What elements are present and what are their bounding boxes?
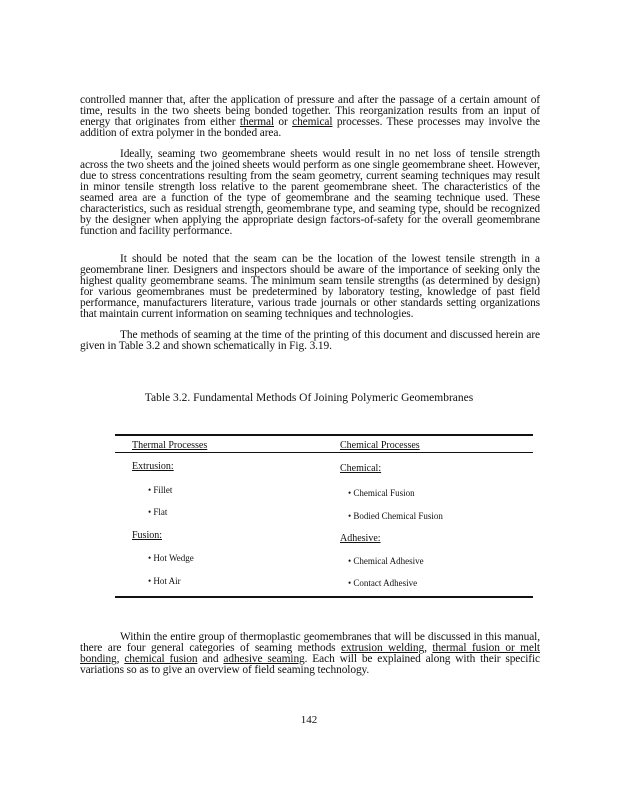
category-fusion: Fusion: — [132, 530, 163, 541]
table-header-rule — [115, 452, 533, 453]
text: controlled manner that, after the application of pressure and after the passage of a certain amount of time, results in the two sheets being bonded together. This reorganization results from an input of energy that originates from either — [80, 94, 540, 128]
category-adhesive: Adhesive: — [340, 533, 381, 544]
underlined-term: chemical fusion — [124, 653, 198, 665]
paragraph-5 — [80, 632, 540, 676]
underlined-term: chemical — [292, 116, 333, 128]
item-hot-wedge: • Hot Wedge — [148, 553, 194, 563]
item-fillet: • Fillet — [148, 485, 173, 495]
text: , — [424, 642, 433, 654]
item-chemical-adhesive: • Chemical Adhesive — [348, 556, 424, 566]
item-contact-adhesive: • Contact Adhesive — [348, 578, 418, 588]
table-title: Table 3.2. Fundamental Methods Of Joining Polymeric Geomembranes — [144, 392, 474, 404]
text: processes. These processes may involve the addition of extra polymer in the bonded area. — [80, 116, 540, 139]
header-chemical: Chemical Processes — [340, 440, 420, 451]
category-chemical: Chemical: — [340, 463, 382, 474]
category-extrusion: Extrusion: — [132, 461, 174, 472]
paragraph-2: Ideally, seaming two geomembrane sheets would result in no net loss of tensile strength across the two sheets and the joined sheets would perform as one single geomembrane sheet. However, due to stress concentrations resulting from the seam geometry, current seaming techniques may result in minor tensile strength loss relative to the parent geomembrane sheet. The characteristics of the seamed area are a function of the type of geomembrane and the seaming technique used. These characteristics, such as residual strength, geomembrane type, and seaming type, should be recognized by the designer when applying the appropriate design factors-of-safety for the overall geomembrane function and facility performance. — [80, 148, 541, 237]
item-hot-air: • Hot Air — [148, 576, 181, 586]
underlined-term: thermal — [239, 116, 274, 128]
table-bottom-rule — [115, 596, 533, 598]
text: , — [116, 653, 125, 665]
item-chemical-fusion: • Chemical Fusion — [348, 488, 415, 498]
underlined-term: extrusion welding — [341, 642, 425, 654]
text: Within the entire group of thermoplastic geomembranes that will be discussed in this manual, there are four general categories of seaming methods — [80, 631, 540, 654]
item-bodied-chemical-fusion: • Bodied Chemical Fusion — [348, 511, 443, 521]
paragraph-3: It should be noted that the seam can be the location of the lowest tensile strength in a geomembrane liner. Designers and inspectors should be aware of the importance of seeking only the highest quality geomembrane seams. The minimum seam tensile strengths (as determined by design) for various geomembranes must be predetermined by laboratory testing, knowledge of past field performance, manufacturers literature, various trade journals or other standards setting organizations that maintain current information on seaming techniques and technologies. — [80, 253, 540, 320]
page-number: 142 — [300, 714, 318, 726]
underlined-term: thermal fusion or melt bonding — [80, 642, 541, 665]
paragraph-4: The methods of seaming at the time of the printing of this document and discussed herein are given in Table 3.2 and shown schematically in Fig. 3.19. — [80, 329, 540, 352]
header-thermal: Thermal Processes — [132, 440, 208, 451]
text: and — [197, 653, 224, 665]
text: . Each will be explained along with their specific variations so as to give an overview of field seaming technology. — [80, 653, 540, 676]
paragraph-1 — [80, 95, 540, 139]
table-top-rule — [115, 434, 533, 436]
underlined-term: adhesive seaming — [223, 653, 305, 665]
text: or — [274, 116, 293, 128]
item-flat: • Flat — [148, 507, 168, 517]
